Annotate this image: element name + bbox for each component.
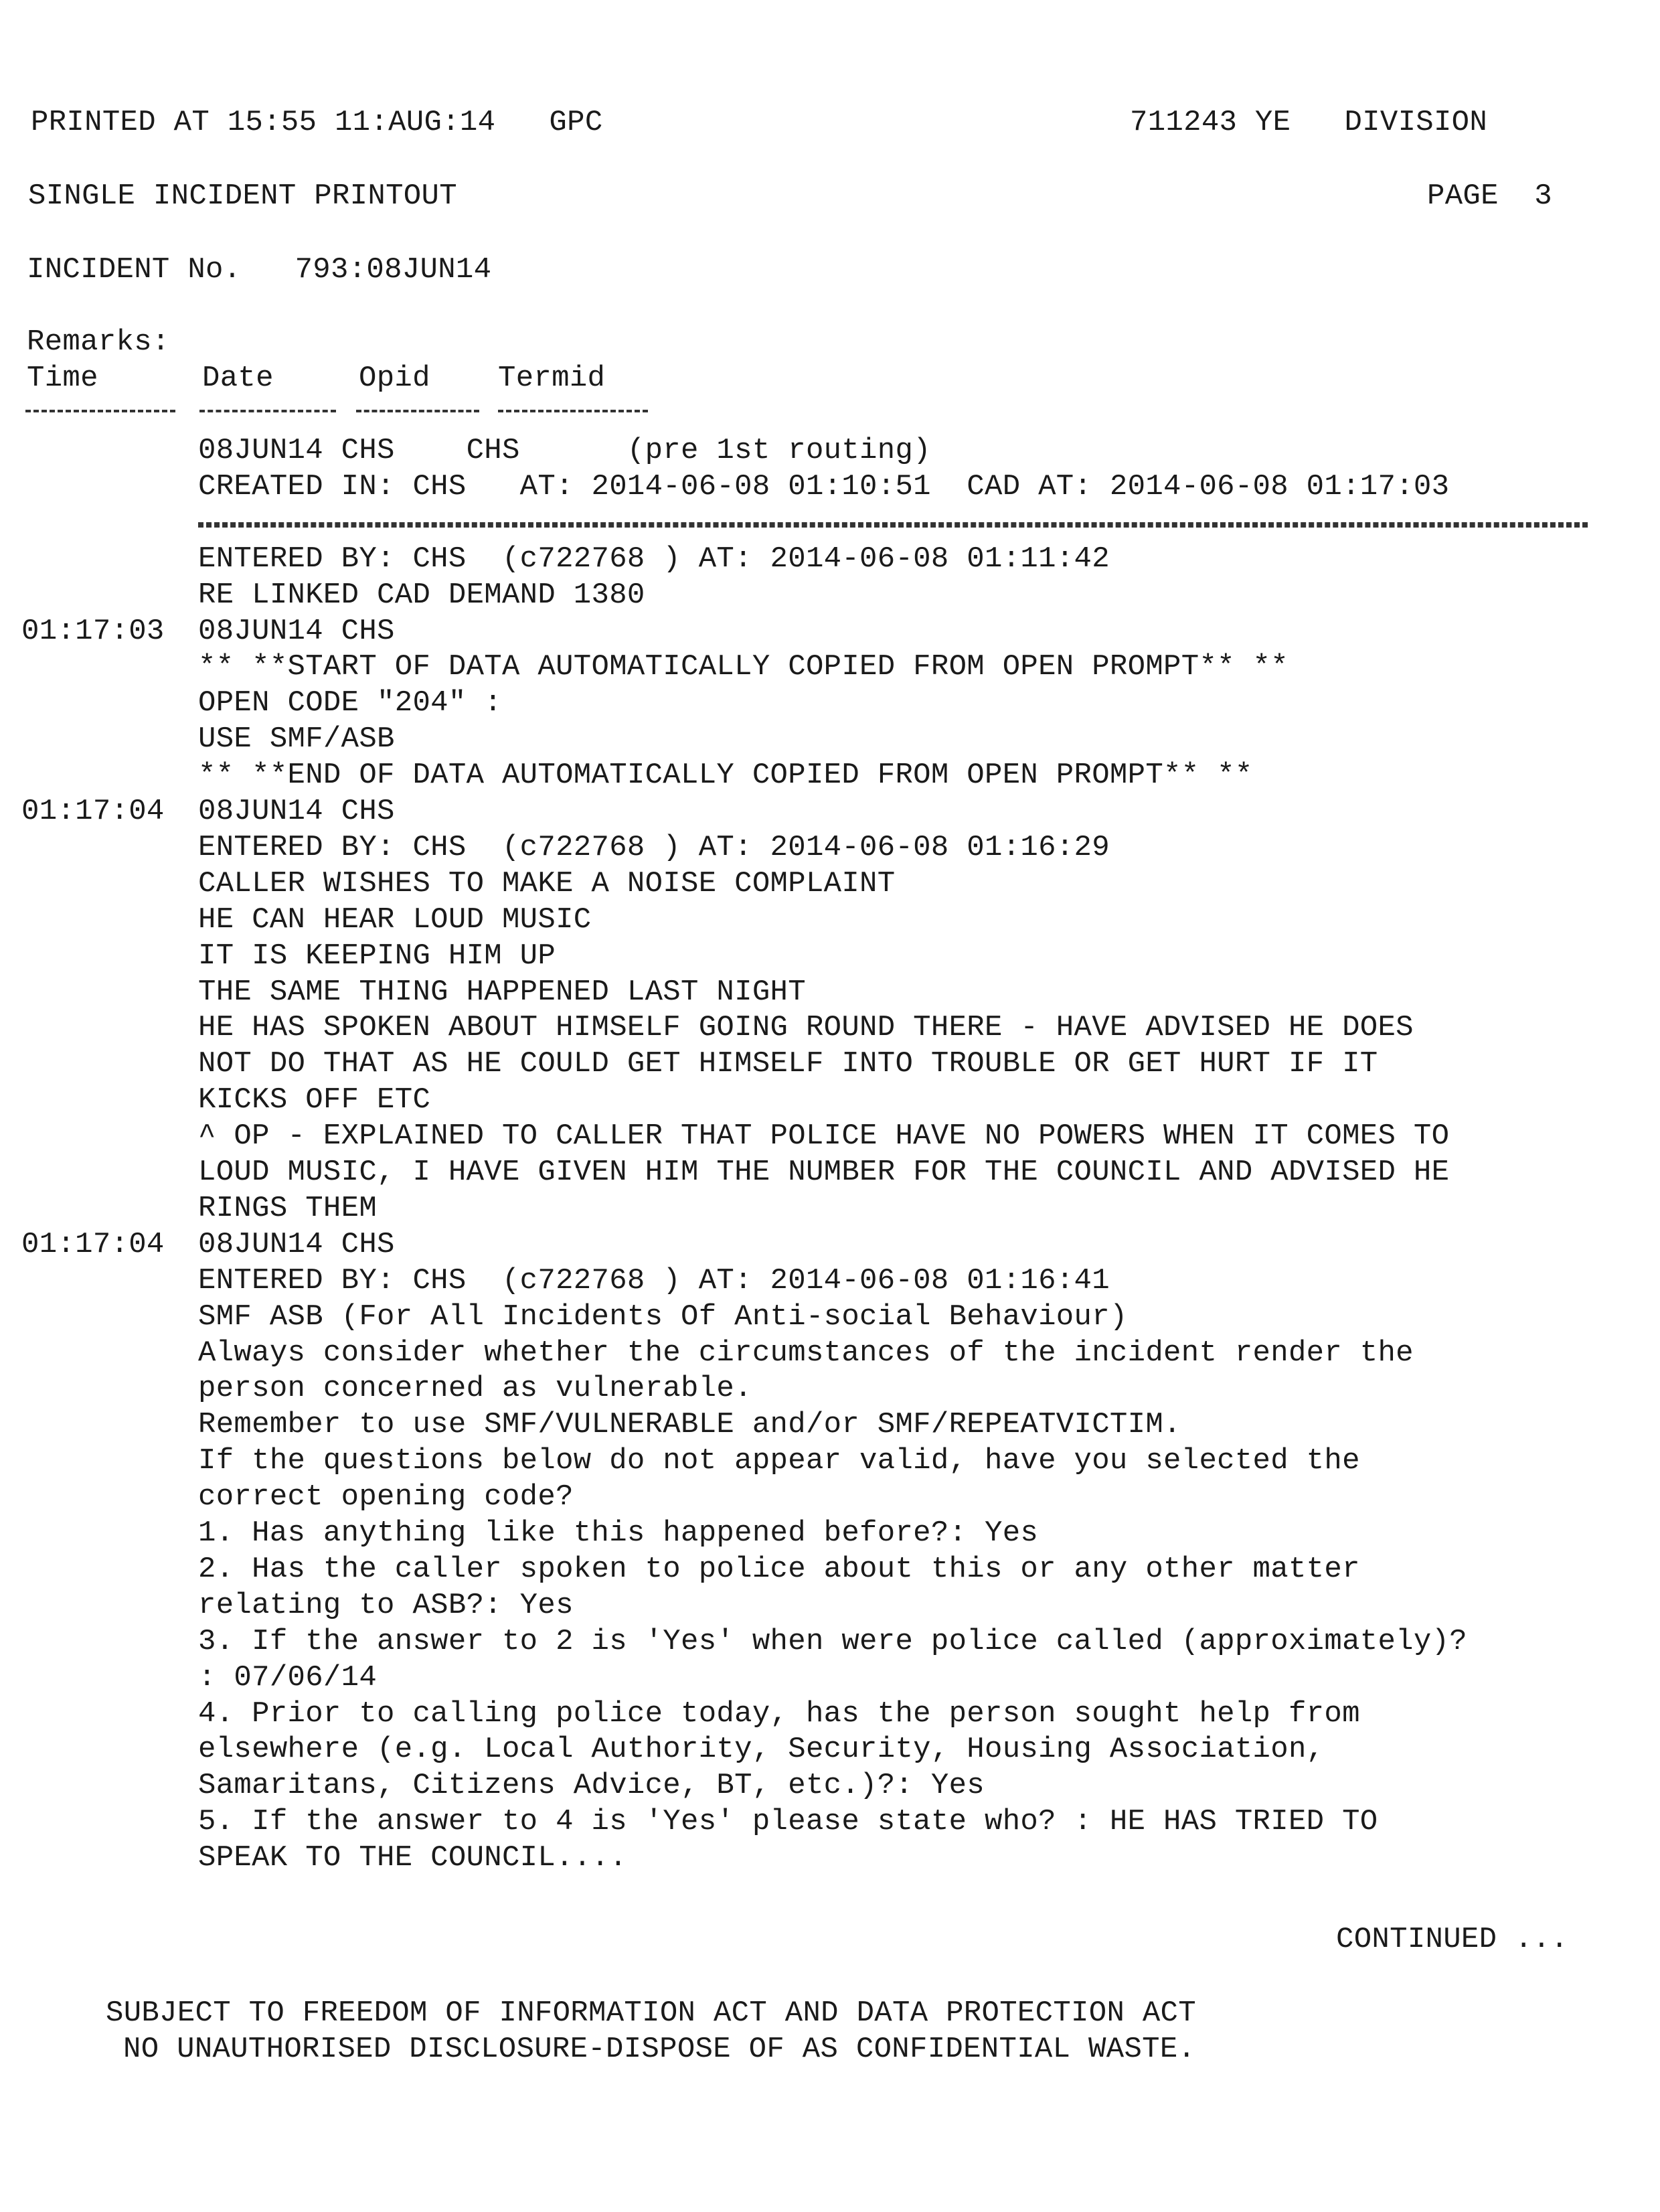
- entry-time: 01:17:03: [21, 615, 165, 648]
- page-number: PAGE 3: [1427, 179, 1552, 213]
- footer-notice-line1: SUBJECT TO FREEDOM OF INFORMATION ACT AND DATA PROTECTION ACT: [106, 1996, 1196, 2030]
- entry-text: 2. Has the caller spoken to police about this or any other matter: [198, 1553, 1360, 1586]
- incident-number: INCIDENT No. 793:08JUN14: [27, 253, 492, 287]
- entry-text: NOT DO THAT AS HE COULD GET HIMSELF INTO TROUBLE OR GET HURT IF IT: [198, 1047, 1378, 1081]
- entry-text: elsewhere (e.g. Local Authority, Security, Housing Association,: [198, 1733, 1325, 1766]
- column-time-header: Time: [27, 362, 98, 395]
- entry-text: : 07/06/14: [198, 1661, 378, 1694]
- footer-notice-line2: NO UNAUTHORISED DISCLOSURE-DISPOSE OF AS CONFIDENTIAL WASTE.: [123, 2033, 1196, 2066]
- entry-text: ** **START OF DATA AUTOMATICALLY COPIED FROM OPEN PROMPT** **: [198, 650, 1289, 684]
- column-termid-header: Termid: [498, 362, 606, 395]
- entry-text: HE CAN HEAR LOUD MUSIC: [198, 903, 592, 937]
- continued-label: CONTINUED ...: [1336, 1923, 1569, 1956]
- entry-text: 3. If the answer to 2 is 'Yes' when were police called (approximately)?: [198, 1625, 1468, 1658]
- entry-text: ENTERED BY: CHS (c722768 ) AT: 2014-06-08 01:16:29: [198, 831, 1110, 864]
- column-date-header: Date: [202, 362, 274, 395]
- separator-rule: [198, 522, 1588, 528]
- entry-time: 01:17:04: [21, 1228, 165, 1261]
- entry-text: 08JUN14 CHS: [198, 615, 395, 648]
- entry-text: KICKS OFF ETC: [198, 1083, 431, 1117]
- entry-text: Always consider whether the circumstances of the incident render the: [198, 1336, 1414, 1370]
- entry-text: 5. If the answer to 4 is 'Yes' please state who? : HE HAS TRIED TO: [198, 1805, 1378, 1838]
- entry-text: IT IS KEEPING HIM UP: [198, 939, 556, 973]
- time-underline: [25, 410, 175, 412]
- opid-underline: [356, 410, 479, 412]
- entry-text: ** **END OF DATA AUTOMATICALLY COPIED FROM OPEN PROMPT** **: [198, 759, 1253, 792]
- entry-text: If the questions below do not appear valid, have you selected the: [198, 1444, 1360, 1478]
- entry-text: ^ OP - EXPLAINED TO CALLER THAT POLICE HAVE NO POWERS WHEN IT COMES TO: [198, 1119, 1450, 1153]
- entry-text: 08JUN14 CHS CHS (pre 1st routing): [198, 434, 931, 467]
- entry-text: 4. Prior to calling police today, has the person sought help from: [198, 1697, 1360, 1731]
- entry-text: 08JUN14 CHS: [198, 1228, 395, 1261]
- entry-text: RINGS THEM: [198, 1192, 378, 1225]
- entry-text: LOUD MUSIC, I HAVE GIVEN HIM THE NUMBER FOR THE COUNCIL AND ADVISED HE: [198, 1156, 1450, 1189]
- entry-text: correct opening code?: [198, 1480, 574, 1514]
- remarks-label: Remarks:: [27, 325, 170, 359]
- date-underline: [199, 410, 336, 412]
- entry-text: SPEAK TO THE COUNCIL....: [198, 1841, 627, 1875]
- entry-text: THE SAME THING HAPPENED LAST NIGHT: [198, 975, 806, 1009]
- entry-text: CREATED IN: CHS AT: 2014-06-08 01:10:51 CAD AT: 2014-06-08 01:17:03: [198, 470, 1450, 503]
- entry-text: ENTERED BY: CHS (c722768 ) AT: 2014-06-08 01:11:42: [198, 542, 1110, 576]
- entry-text: Remember to use SMF/VULNERABLE and/or SMF/REPEATVICTIM.: [198, 1408, 1181, 1441]
- entry-text: person concerned as vulnerable.: [198, 1372, 752, 1405]
- entry-text: relating to ASB?: Yes: [198, 1589, 574, 1622]
- entry-text: 1. Has anything like this happened before?: Yes: [198, 1516, 1039, 1550]
- entry-text: ENTERED BY: CHS (c722768 ) AT: 2014-06-08 01:16:41: [198, 1264, 1110, 1297]
- entry-text: HE HAS SPOKEN ABOUT HIMSELF GOING ROUND THERE - HAVE ADVISED HE DOES: [198, 1011, 1414, 1044]
- entry-text: USE SMF/ASB: [198, 722, 395, 756]
- entry-text: Samaritans, Citizens Advice, BT, etc.)?: Yes: [198, 1769, 985, 1802]
- entry-text: CALLER WISHES TO MAKE A NOISE COMPLAINT: [198, 867, 896, 900]
- column-opid-header: Opid: [359, 362, 430, 395]
- entry-text: SMF ASB (For All Incidents Of Anti-social Behaviour): [198, 1300, 1128, 1334]
- termid-underline: [498, 410, 648, 412]
- entry-text: OPEN CODE "204" :: [198, 686, 502, 720]
- division-label: 711243 YE DIVISION: [1130, 106, 1488, 139]
- printout-title: SINGLE INCIDENT PRINTOUT: [28, 179, 457, 213]
- entry-time: 01:17:04: [21, 795, 165, 828]
- entry-text: RE LINKED CAD DEMAND 1380: [198, 578, 645, 612]
- entry-text: 08JUN14 CHS: [198, 795, 395, 828]
- printed-at-line: PRINTED AT 15:55 11:AUG:14 GPC: [31, 106, 603, 139]
